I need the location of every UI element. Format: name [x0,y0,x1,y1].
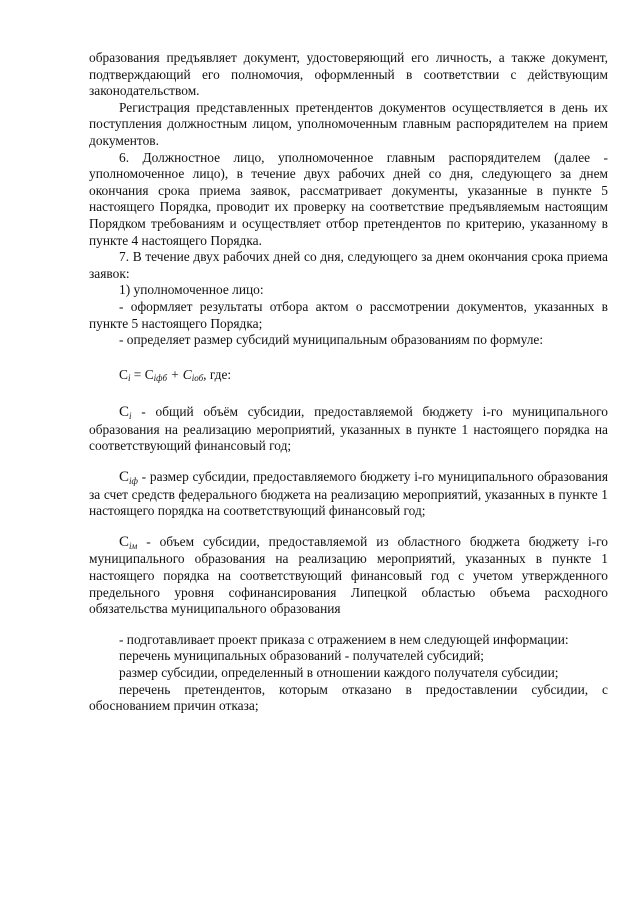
paragraph-act: - оформляет результаты отбора актом о рассмотрении документов, указанных в пункте 5 настоящего Порядка; [89,298,608,331]
document-page [89,50,608,715]
term-definition-ci [89,404,608,455]
formula-term1-sub: iфб [153,372,168,383]
formula-term2-sub: iоб [191,372,204,383]
term-symbol: $C_{iф}$ [119,469,138,487]
paragraph-item-7: 7. В течение двух рабочих дней со дня, следующего за днем окончания срока приема заявок: [89,249,608,281]
paragraph-prepare-order: - подготавливает проект приказа с отражением в нем следующей информации: [119,631,569,647]
formula-lhs: C [119,366,128,382]
formula-lhs-sub: i [127,372,131,383]
paragraph-item-6: 6. Должностное лицо, уполномоченное главным распорядителем (далее - уполномоченное лицо), в течение двух рабочих дней со дня, следующего за днем окончания срока приема заявок, рассматривает документы, указанные в пункте 5 настоящего Порядка, проводит их проверку на соответствие предъявляемым настоящим Порядком требованиям и осуществляет отбор претендентов по критерию, указанному в пункте 4 настоящего Порядка. [89,149,608,248]
term-definition-cim [89,534,608,618]
term-text: - объем субсидии, предоставляемой из областного бюджета бюджету i-го муниципального образования на реализацию мероприятий, указанных в пункте 1 настоящего порядка на соответствующий финансовый год с учетом утвержденного предельного уровня софинансирования Липецкой областью объема расходного обязательства муниципального образования [89,533,608,617]
term-text: - общий объём субсидии, предоставляемой бюджету i-го муниципального образования на реализацию мероприятий, указанных в пункте 1 настоящего порядка на соответствующий финансовый год; [89,404,608,454]
paragraph-formula-intro: - определяет размер субсидий муниципальным образованиям по формуле: [119,332,544,348]
paragraph-registration: Регистрация представленных претендентов документов осуществляется в день их поступления должностным лицом, уполномоченным главным распорядителем на прием документов. [89,99,608,148]
formula-tail: , где: [203,366,232,382]
term-symbol: $C_i$ [119,404,132,422]
term-text: - размер субсидии, предоставляемого бюджету i-го муниципального образования за счет средств федерального бюджета на реализацию мероприятий, указанных в пункте 1 настоящего порядка на соответствующий финансовый год; [89,469,608,519]
term-definition-cif [89,469,608,520]
paragraph-subsidy-size: размер субсидии, определенный в отношении каждого получателя субсидии; [119,665,559,680]
paragraph-recipients-list: перечень муниципальных образований - получателей субсидий; [119,648,484,664]
paragraph-continuation: образования предъявляет документ, удостоверяющий его личность, а также документ, подтверждающий его полномочия, оформленный в соответствии с действующим законодательством. [89,50,608,99]
paragraph-refusals: перечень претендентов, которым отказано в предоставлении субсидии, с обоснованием причин отказа; [89,681,608,714]
term-symbol: $C_{iм}$ [119,533,138,551]
paragraph-subitem-1: 1) уполномоченное лицо: [119,282,264,298]
subsidy-formula [119,367,608,387]
formula-plus: + C [167,366,192,382]
formula-eq: = C [130,366,154,382]
